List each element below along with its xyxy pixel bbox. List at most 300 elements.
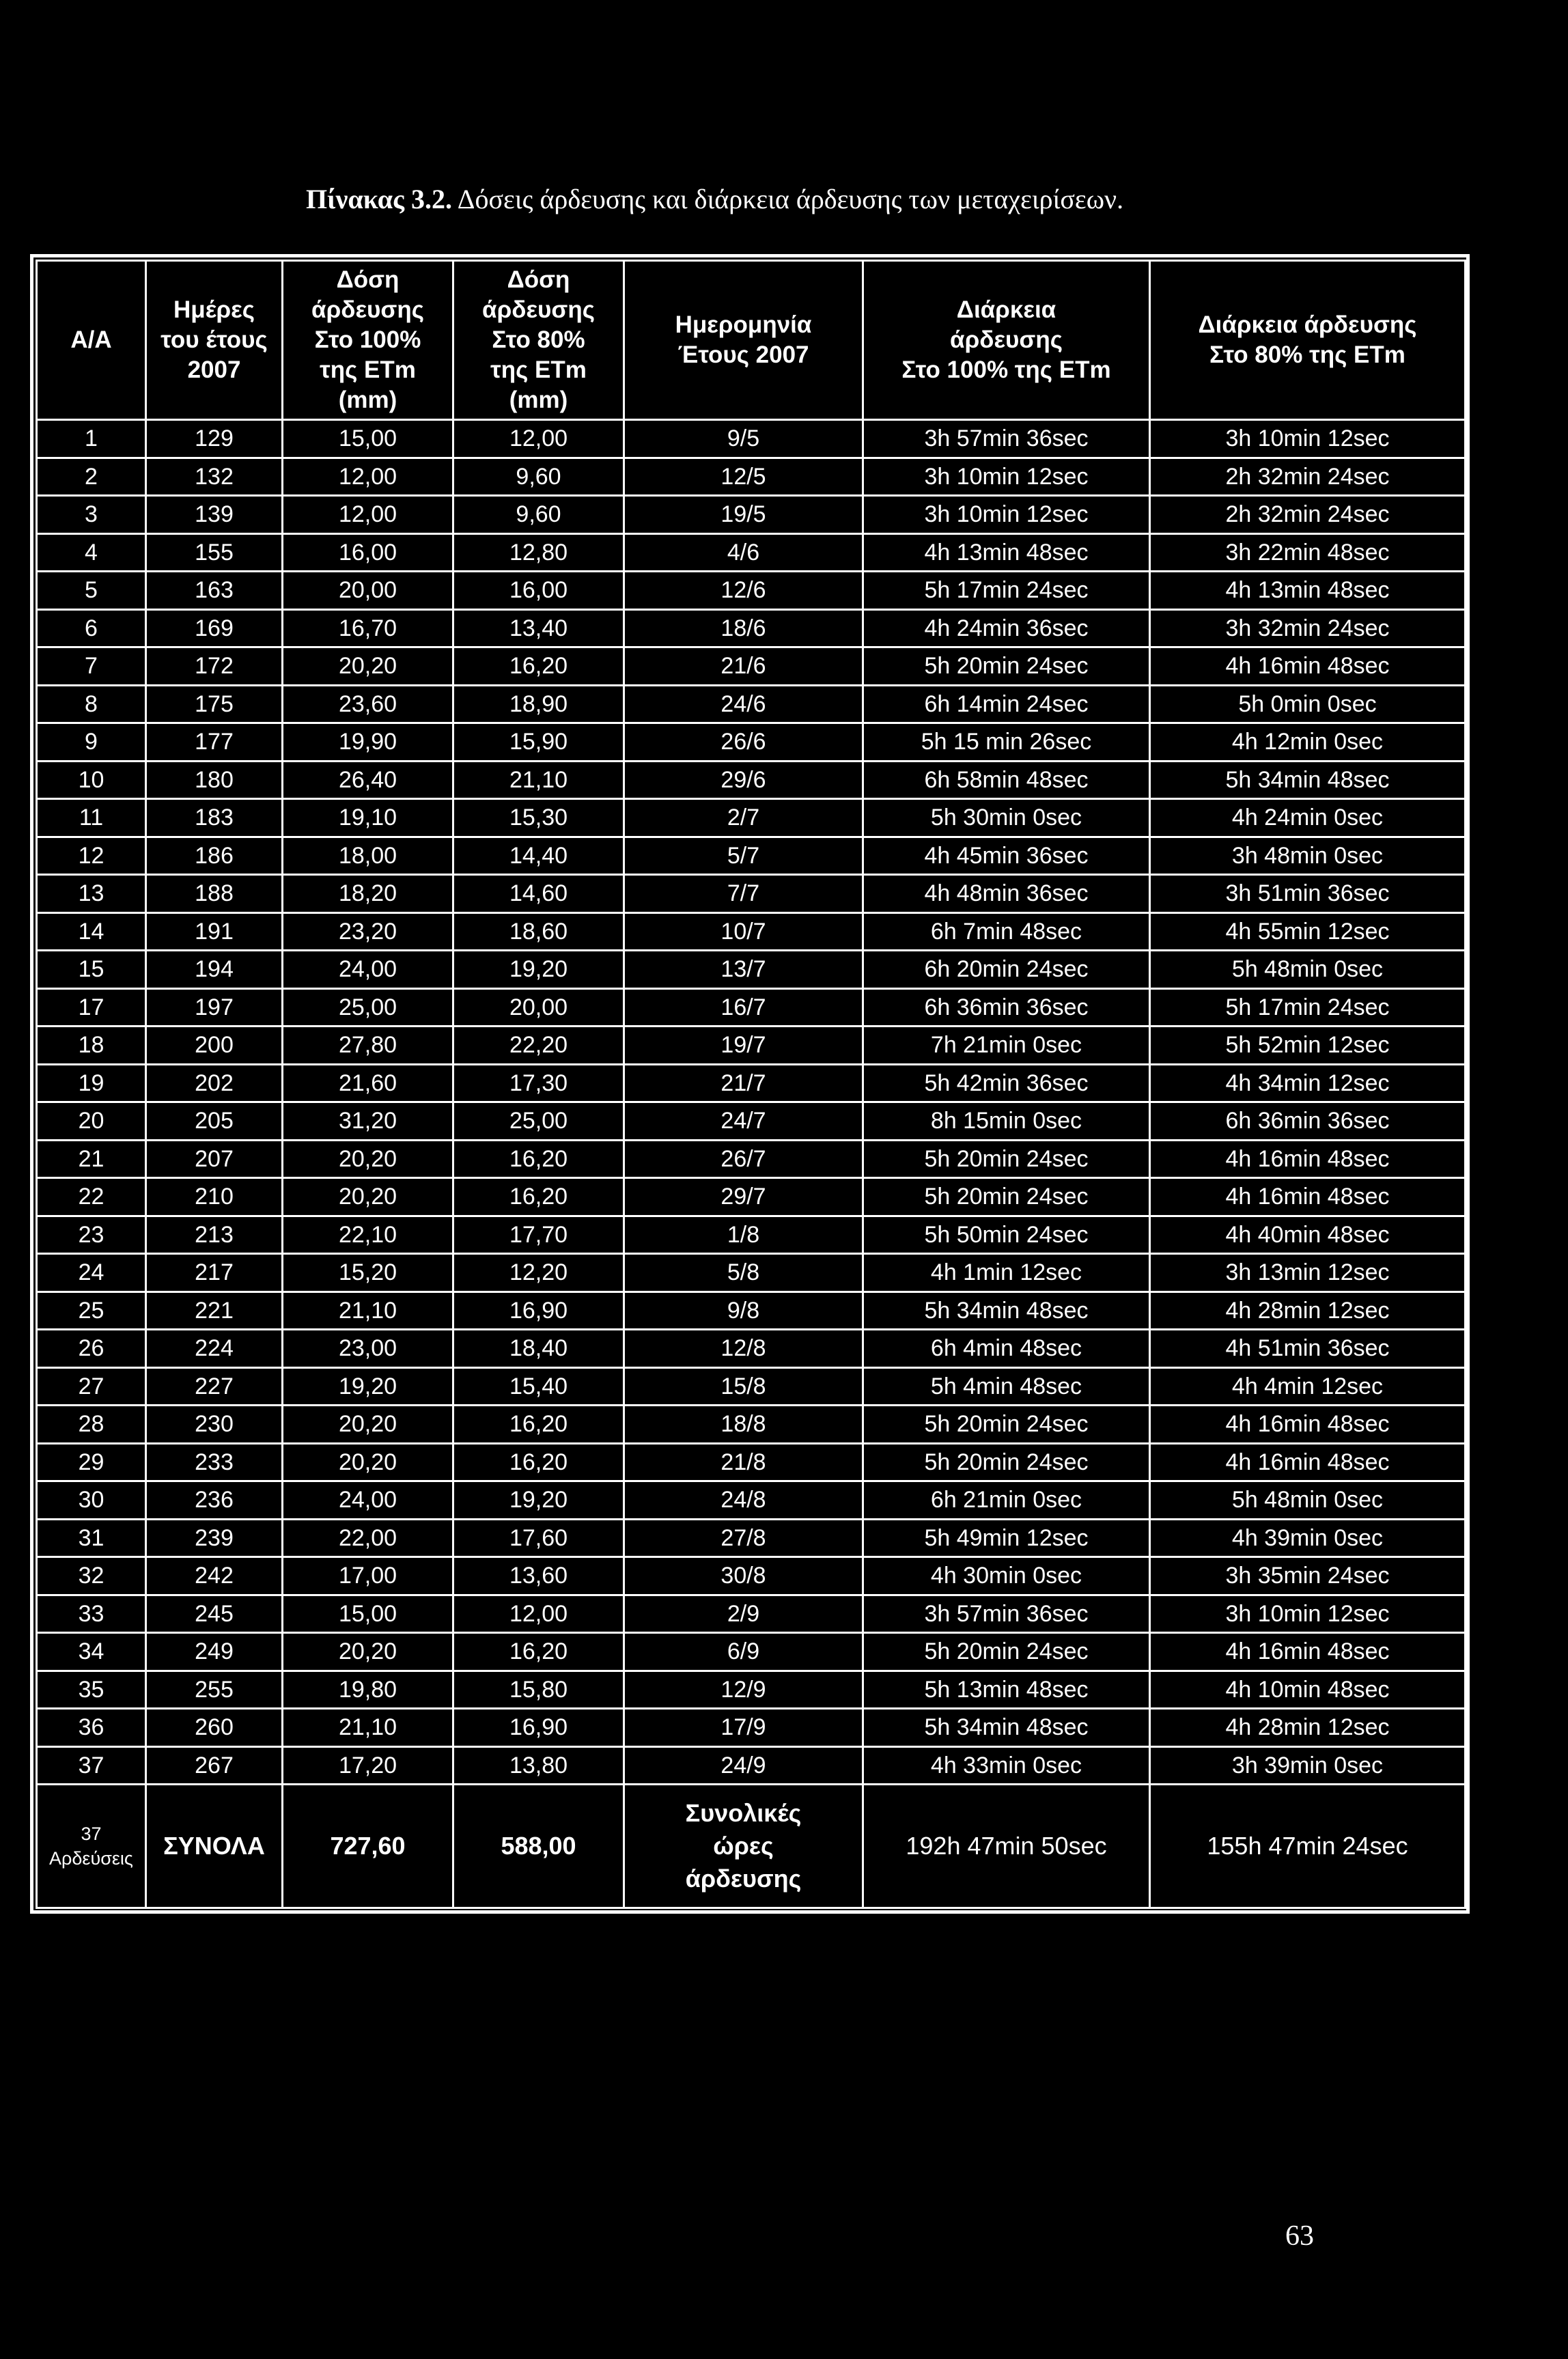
row-index-cell: 8	[37, 685, 146, 723]
table-row	[37, 420, 1466, 458]
duration-80-cell: 4h 39min 0sec	[1150, 1519, 1466, 1557]
date-cell: 2/9	[624, 1595, 863, 1633]
day-of-year-cell: 194	[146, 951, 283, 989]
day-of-year-cell: 197	[146, 988, 283, 1027]
date-cell: 15/8	[624, 1367, 863, 1406]
table-row	[37, 1102, 1466, 1141]
day-of-year-cell: 191	[146, 912, 283, 951]
duration-80-cell: 6h 36min 36sec	[1150, 1102, 1466, 1141]
duration-100-cell: 5h 42min 36sec	[863, 1064, 1150, 1102]
duration-100-cell: 4h 33min 0sec	[863, 1746, 1150, 1785]
dose-100-cell: 27,80	[283, 1027, 453, 1065]
dose-80-cell: 20,00	[453, 988, 624, 1027]
duration-100-cell: 5h 20min 24sec	[863, 1140, 1150, 1178]
date-cell: 29/6	[624, 761, 863, 799]
dose-80-cell: 19,20	[453, 1481, 624, 1520]
day-of-year-cell: 129	[146, 420, 283, 458]
duration-100-cell: 6h 58min 48sec	[863, 761, 1150, 799]
dose-80-cell: 16,00	[453, 572, 624, 610]
dose-100-cell: 18,20	[283, 875, 453, 913]
totals-label: ΣΥΝΟΛΑ	[146, 1785, 283, 1908]
date-cell: 7/7	[624, 875, 863, 913]
duration-100-cell: 6h 21min 0sec	[863, 1481, 1150, 1520]
row-index-cell: 27	[37, 1367, 146, 1406]
duration-80-cell: 4h 16min 48sec	[1150, 1178, 1466, 1216]
date-cell: 24/7	[624, 1102, 863, 1141]
date-cell: 24/6	[624, 685, 863, 723]
date-cell: 29/7	[624, 1178, 863, 1216]
dose-80-cell: 18,60	[453, 912, 624, 951]
dose-100-cell: 31,20	[283, 1102, 453, 1141]
dose-80-cell: 15,90	[453, 723, 624, 762]
date-cell: 21/7	[624, 1064, 863, 1102]
column-header-line: του έτους	[160, 326, 268, 353]
date-cell: 4/6	[624, 533, 863, 572]
duration-80-cell: 4h 16min 48sec	[1150, 1140, 1466, 1178]
day-of-year-cell: 230	[146, 1406, 283, 1444]
duration-80-cell: 5h 0min 0sec	[1150, 685, 1466, 723]
dose-80-cell: 21,10	[453, 761, 624, 799]
duration-80-cell: 3h 35min 24sec	[1150, 1557, 1466, 1595]
day-of-year-cell: 175	[146, 685, 283, 723]
dose-100-cell: 22,10	[283, 1216, 453, 1254]
table-row	[37, 1481, 1466, 1520]
dose-80-cell: 9,60	[453, 496, 624, 534]
column-header-line: Στο 100%	[314, 326, 421, 353]
row-index-cell: 17	[37, 988, 146, 1027]
dose-100-cell: 23,20	[283, 912, 453, 951]
column-header-line: άρδευσης	[950, 326, 1063, 353]
duration-100-cell: 6h 7min 48sec	[863, 912, 1150, 951]
row-index-cell: 7	[37, 647, 146, 686]
table-row	[37, 875, 1466, 913]
row-index-cell: 3	[37, 496, 146, 534]
table-row	[37, 647, 1466, 686]
day-of-year-cell: 267	[146, 1746, 283, 1785]
date-cell: 12/8	[624, 1330, 863, 1368]
totals-hours-label-line: Συνολικές	[685, 1799, 802, 1827]
table-row	[37, 1595, 1466, 1633]
dose-80-cell: 15,80	[453, 1671, 624, 1709]
column-header-line: Δόση	[336, 266, 400, 293]
dose-100-cell: 15,00	[283, 1595, 453, 1633]
duration-100-cell: 6h 4min 48sec	[863, 1330, 1150, 1368]
column-header-line: (mm)	[338, 387, 397, 413]
duration-100-cell: 5h 15 min 26sec	[863, 723, 1150, 762]
row-index-cell: 35	[37, 1671, 146, 1709]
table-body	[37, 420, 1466, 1785]
day-of-year-cell: 205	[146, 1102, 283, 1141]
date-cell: 9/5	[624, 420, 863, 458]
dose-80-cell: 22,20	[453, 1027, 624, 1065]
duration-80-cell: 5h 48min 0sec	[1150, 1481, 1466, 1520]
table-row	[37, 1746, 1466, 1785]
day-of-year-cell: 163	[146, 572, 283, 610]
row-index-cell: 13	[37, 875, 146, 913]
column-header-line: (mm)	[509, 387, 568, 413]
row-index-cell: 25	[37, 1292, 146, 1330]
dose-100-cell: 20,20	[283, 1406, 453, 1444]
row-index-cell: 26	[37, 1330, 146, 1368]
day-of-year-cell: 183	[146, 799, 283, 837]
duration-100-cell: 5h 34min 48sec	[863, 1709, 1150, 1747]
row-index-cell: 30	[37, 1481, 146, 1520]
duration-80-cell: 5h 34min 48sec	[1150, 761, 1466, 799]
column-header	[624, 261, 863, 420]
date-cell: 26/6	[624, 723, 863, 762]
dose-100-cell: 17,20	[283, 1746, 453, 1785]
row-index-cell: 24	[37, 1254, 146, 1292]
day-of-year-cell: 217	[146, 1254, 283, 1292]
duration-100-cell: 4h 45min 36sec	[863, 837, 1150, 875]
row-index-cell: 11	[37, 799, 146, 837]
table-row	[37, 799, 1466, 837]
dose-80-cell: 12,00	[453, 1595, 624, 1633]
table-row	[37, 1027, 1466, 1065]
dose-80-cell: 16,20	[453, 1140, 624, 1178]
duration-100-cell: 5h 20min 24sec	[863, 1406, 1150, 1444]
duration-80-cell: 4h 34min 12sec	[1150, 1064, 1466, 1102]
dose-100-cell: 24,00	[283, 951, 453, 989]
dose-80-cell: 9,60	[453, 458, 624, 496]
duration-100-cell: 5h 49min 12sec	[863, 1519, 1150, 1557]
duration-100-cell: 6h 20min 24sec	[863, 951, 1150, 989]
dose-80-cell: 17,70	[453, 1216, 624, 1254]
duration-100-cell: 5h 20min 24sec	[863, 1443, 1150, 1481]
day-of-year-cell: 177	[146, 723, 283, 762]
duration-80-cell: 5h 17min 24sec	[1150, 988, 1466, 1027]
duration-80-cell: 4h 28min 12sec	[1150, 1292, 1466, 1330]
column-header-line: της ETm	[320, 357, 416, 383]
dose-80-cell: 17,60	[453, 1519, 624, 1557]
dose-100-cell: 20,20	[283, 647, 453, 686]
totals-dose-100: 727,60	[283, 1785, 453, 1908]
day-of-year-cell: 224	[146, 1330, 283, 1368]
dose-80-cell: 15,40	[453, 1367, 624, 1406]
duration-100-cell: 5h 30min 0sec	[863, 799, 1150, 837]
duration-80-cell: 3h 32min 24sec	[1150, 609, 1466, 647]
dose-80-cell: 12,20	[453, 1254, 624, 1292]
dose-100-cell: 19,20	[283, 1367, 453, 1406]
dose-80-cell: 13,60	[453, 1557, 624, 1595]
dose-100-cell: 19,10	[283, 799, 453, 837]
day-of-year-cell: 180	[146, 761, 283, 799]
duration-80-cell: 4h 16min 48sec	[1150, 647, 1466, 686]
column-header-line: Διάρκεια	[956, 296, 1056, 323]
dose-100-cell: 20,20	[283, 1443, 453, 1481]
duration-80-cell: 3h 51min 36sec	[1150, 875, 1466, 913]
dose-100-cell: 17,00	[283, 1557, 453, 1595]
day-of-year-cell: 202	[146, 1064, 283, 1102]
day-of-year-cell: 249	[146, 1633, 283, 1671]
dose-80-cell: 17,30	[453, 1064, 624, 1102]
table-row	[37, 685, 1466, 723]
row-index-cell: 4	[37, 533, 146, 572]
table-row	[37, 572, 1466, 610]
duration-100-cell: 4h 1min 12sec	[863, 1254, 1150, 1292]
totals-count-cell	[37, 1785, 146, 1908]
day-of-year-cell: 210	[146, 1178, 283, 1216]
column-header-line: Διάρκεια άρδευσης	[1198, 311, 1417, 338]
duration-80-cell: 2h 32min 24sec	[1150, 458, 1466, 496]
dose-100-cell: 16,70	[283, 609, 453, 647]
table-row	[37, 1216, 1466, 1254]
date-cell: 12/5	[624, 458, 863, 496]
column-header	[37, 261, 146, 420]
duration-80-cell: 3h 22min 48sec	[1150, 533, 1466, 572]
date-cell: 21/8	[624, 1443, 863, 1481]
table-row	[37, 1330, 1466, 1368]
table-row	[37, 1140, 1466, 1178]
day-of-year-cell: 233	[146, 1443, 283, 1481]
dose-100-cell: 23,60	[283, 685, 453, 723]
duration-100-cell: 5h 20min 24sec	[863, 1633, 1150, 1671]
dose-80-cell: 18,90	[453, 685, 624, 723]
date-cell: 5/8	[624, 1254, 863, 1292]
dose-80-cell: 12,80	[453, 533, 624, 572]
table-row	[37, 1671, 1466, 1709]
table-row	[37, 723, 1466, 762]
dose-100-cell: 16,00	[283, 533, 453, 572]
duration-100-cell: 7h 21min 0sec	[863, 1027, 1150, 1065]
date-cell: 26/7	[624, 1140, 863, 1178]
table-row	[37, 1709, 1466, 1747]
date-cell: 13/7	[624, 951, 863, 989]
duration-100-cell: 3h 57min 36sec	[863, 420, 1150, 458]
date-cell: 6/9	[624, 1633, 863, 1671]
column-header-line: Ημέρες	[173, 296, 255, 323]
table-row	[37, 988, 1466, 1027]
table-row	[37, 1178, 1466, 1216]
totals-duration-80: 155h 47min 24sec	[1150, 1785, 1466, 1908]
day-of-year-cell: 255	[146, 1671, 283, 1709]
table-caption	[306, 183, 1123, 215]
column-header-line: Α/Α	[70, 326, 112, 353]
duration-100-cell: 4h 13min 48sec	[863, 533, 1150, 572]
column-header-line: Στο 80%	[492, 326, 585, 353]
row-index-cell: 5	[37, 572, 146, 610]
duration-80-cell: 3h 10min 12sec	[1150, 1595, 1466, 1633]
dose-100-cell: 20,20	[283, 1140, 453, 1178]
dose-80-cell: 16,20	[453, 1178, 624, 1216]
row-index-cell: 19	[37, 1064, 146, 1102]
row-index-cell: 37	[37, 1746, 146, 1785]
day-of-year-cell: 139	[146, 496, 283, 534]
duration-100-cell: 4h 24min 36sec	[863, 609, 1150, 647]
column-header	[283, 261, 453, 420]
table-row	[37, 1557, 1466, 1595]
totals-dose-80: 588,00	[453, 1785, 624, 1908]
row-index-cell: 12	[37, 837, 146, 875]
row-index-cell: 32	[37, 1557, 146, 1595]
duration-100-cell: 4h 48min 36sec	[863, 875, 1150, 913]
day-of-year-cell: 207	[146, 1140, 283, 1178]
row-index-cell: 31	[37, 1519, 146, 1557]
date-cell: 18/8	[624, 1406, 863, 1444]
dose-80-cell: 25,00	[453, 1102, 624, 1141]
row-index-cell: 20	[37, 1102, 146, 1141]
dose-80-cell: 16,20	[453, 1633, 624, 1671]
row-index-cell: 22	[37, 1178, 146, 1216]
duration-100-cell: 5h 34min 48sec	[863, 1292, 1150, 1330]
day-of-year-cell: 221	[146, 1292, 283, 1330]
dose-80-cell: 18,40	[453, 1330, 624, 1368]
column-header	[146, 261, 283, 420]
dose-100-cell: 26,40	[283, 761, 453, 799]
table-row	[37, 1519, 1466, 1557]
date-cell: 17/9	[624, 1709, 863, 1747]
duration-80-cell: 4h 16min 48sec	[1150, 1406, 1466, 1444]
dose-100-cell: 25,00	[283, 988, 453, 1027]
date-cell: 12/6	[624, 572, 863, 610]
dose-100-cell: 21,10	[283, 1292, 453, 1330]
duration-100-cell: 3h 57min 36sec	[863, 1595, 1150, 1633]
dose-100-cell: 24,00	[283, 1481, 453, 1520]
duration-80-cell: 3h 10min 12sec	[1150, 420, 1466, 458]
column-header-line: Έτους 2007	[677, 341, 809, 368]
column-header-line: άρδευσης	[311, 296, 424, 323]
dose-100-cell: 20,20	[283, 1178, 453, 1216]
column-header-line: Στο 100% της ETm	[901, 357, 1111, 383]
row-index-cell: 2	[37, 458, 146, 496]
day-of-year-cell: 242	[146, 1557, 283, 1595]
dose-100-cell: 19,90	[283, 723, 453, 762]
totals-count-label: Αρδεύσεις	[49, 1848, 133, 1869]
page-number: 63	[1285, 2220, 1314, 2252]
duration-80-cell: 3h 13min 12sec	[1150, 1254, 1466, 1292]
dose-80-cell: 16,90	[453, 1709, 624, 1747]
row-index-cell: 23	[37, 1216, 146, 1254]
totals-hours-label-line: άρδευσης	[685, 1865, 802, 1893]
duration-100-cell: 5h 13min 48sec	[863, 1671, 1150, 1709]
table-row	[37, 912, 1466, 951]
row-index-cell: 18	[37, 1027, 146, 1065]
dose-100-cell: 21,10	[283, 1709, 453, 1747]
date-cell: 24/9	[624, 1746, 863, 1785]
duration-80-cell: 4h 4min 12sec	[1150, 1367, 1466, 1406]
table-row	[37, 1292, 1466, 1330]
duration-80-cell: 5h 48min 0sec	[1150, 951, 1466, 989]
day-of-year-cell: 132	[146, 458, 283, 496]
caption-text: Δόσεις άρδευσης και διάρκεια άρδευσης των μεταχειρίσεων.	[457, 184, 1124, 214]
duration-100-cell: 5h 17min 24sec	[863, 572, 1150, 610]
date-cell: 19/7	[624, 1027, 863, 1065]
totals-duration-100: 192h 47min 50sec	[863, 1785, 1150, 1908]
totals-hours-label-line: ώρες	[713, 1832, 774, 1860]
table-header-row	[37, 261, 1466, 420]
row-index-cell: 15	[37, 951, 146, 989]
duration-80-cell: 4h 10min 48sec	[1150, 1671, 1466, 1709]
duration-80-cell: 4h 55min 12sec	[1150, 912, 1466, 951]
column-header-line: άρδευσης	[482, 296, 595, 323]
duration-80-cell: 4h 13min 48sec	[1150, 572, 1466, 610]
row-index-cell: 6	[37, 609, 146, 647]
date-cell: 10/7	[624, 912, 863, 951]
table-row	[37, 458, 1466, 496]
duration-100-cell: 5h 50min 24sec	[863, 1216, 1150, 1254]
row-index-cell: 36	[37, 1709, 146, 1747]
table-row	[37, 1443, 1466, 1481]
duration-80-cell: 4h 51min 36sec	[1150, 1330, 1466, 1368]
dose-100-cell: 18,00	[283, 837, 453, 875]
table-row	[37, 496, 1466, 534]
row-index-cell: 14	[37, 912, 146, 951]
date-cell: 12/9	[624, 1671, 863, 1709]
date-cell: 2/7	[624, 799, 863, 837]
day-of-year-cell: 239	[146, 1519, 283, 1557]
duration-100-cell: 3h 10min 12sec	[863, 458, 1150, 496]
duration-80-cell: 5h 52min 12sec	[1150, 1027, 1466, 1065]
table-row	[37, 533, 1466, 572]
dose-100-cell: 20,00	[283, 572, 453, 610]
dose-100-cell: 21,60	[283, 1064, 453, 1102]
column-header-line: Δόση	[507, 266, 570, 293]
dose-80-cell: 19,20	[453, 951, 624, 989]
row-index-cell: 10	[37, 761, 146, 799]
date-cell: 30/8	[624, 1557, 863, 1595]
column-header-line: Στο 80% της ETm	[1209, 341, 1405, 368]
date-cell: 18/6	[624, 609, 863, 647]
dose-80-cell: 16,20	[453, 1443, 624, 1481]
column-header	[453, 261, 624, 420]
dose-100-cell: 12,00	[283, 458, 453, 496]
table-row	[37, 1064, 1466, 1102]
dose-80-cell: 16,90	[453, 1292, 624, 1330]
row-index-cell: 34	[37, 1633, 146, 1671]
totals-row	[37, 1785, 1466, 1908]
table-row	[37, 761, 1466, 799]
duration-80-cell: 4h 16min 48sec	[1150, 1633, 1466, 1671]
day-of-year-cell: 213	[146, 1216, 283, 1254]
dose-100-cell: 15,20	[283, 1254, 453, 1292]
irrigation-table	[36, 260, 1466, 1909]
row-index-cell: 21	[37, 1140, 146, 1178]
totals-hours-label-cell	[624, 1785, 863, 1908]
date-cell: 27/8	[624, 1519, 863, 1557]
table-row	[37, 1633, 1466, 1671]
dose-80-cell: 13,40	[453, 609, 624, 647]
table-row	[37, 1406, 1466, 1444]
day-of-year-cell: 188	[146, 875, 283, 913]
table-row	[37, 1254, 1466, 1292]
duration-100-cell: 6h 36min 36sec	[863, 988, 1150, 1027]
column-header-line: Ημερομηνία	[675, 311, 812, 338]
dose-80-cell: 14,60	[453, 875, 624, 913]
duration-100-cell: 5h 20min 24sec	[863, 1178, 1150, 1216]
row-index-cell: 9	[37, 723, 146, 762]
column-header	[863, 261, 1150, 420]
dose-80-cell: 16,20	[453, 1406, 624, 1444]
dose-100-cell: 19,80	[283, 1671, 453, 1709]
day-of-year-cell: 236	[146, 1481, 283, 1520]
table-row	[37, 951, 1466, 989]
date-cell: 21/6	[624, 647, 863, 686]
table-row	[37, 837, 1466, 875]
duration-80-cell: 4h 16min 48sec	[1150, 1443, 1466, 1481]
day-of-year-cell: 260	[146, 1709, 283, 1747]
day-of-year-cell: 200	[146, 1027, 283, 1065]
date-cell: 1/8	[624, 1216, 863, 1254]
dose-80-cell: 15,30	[453, 799, 624, 837]
duration-100-cell: 5h 4min 48sec	[863, 1367, 1150, 1406]
duration-80-cell: 4h 28min 12sec	[1150, 1709, 1466, 1747]
day-of-year-cell: 227	[146, 1367, 283, 1406]
day-of-year-cell: 186	[146, 837, 283, 875]
duration-80-cell: 3h 48min 0sec	[1150, 837, 1466, 875]
date-cell: 5/7	[624, 837, 863, 875]
day-of-year-cell: 169	[146, 609, 283, 647]
dose-80-cell: 13,80	[453, 1746, 624, 1785]
